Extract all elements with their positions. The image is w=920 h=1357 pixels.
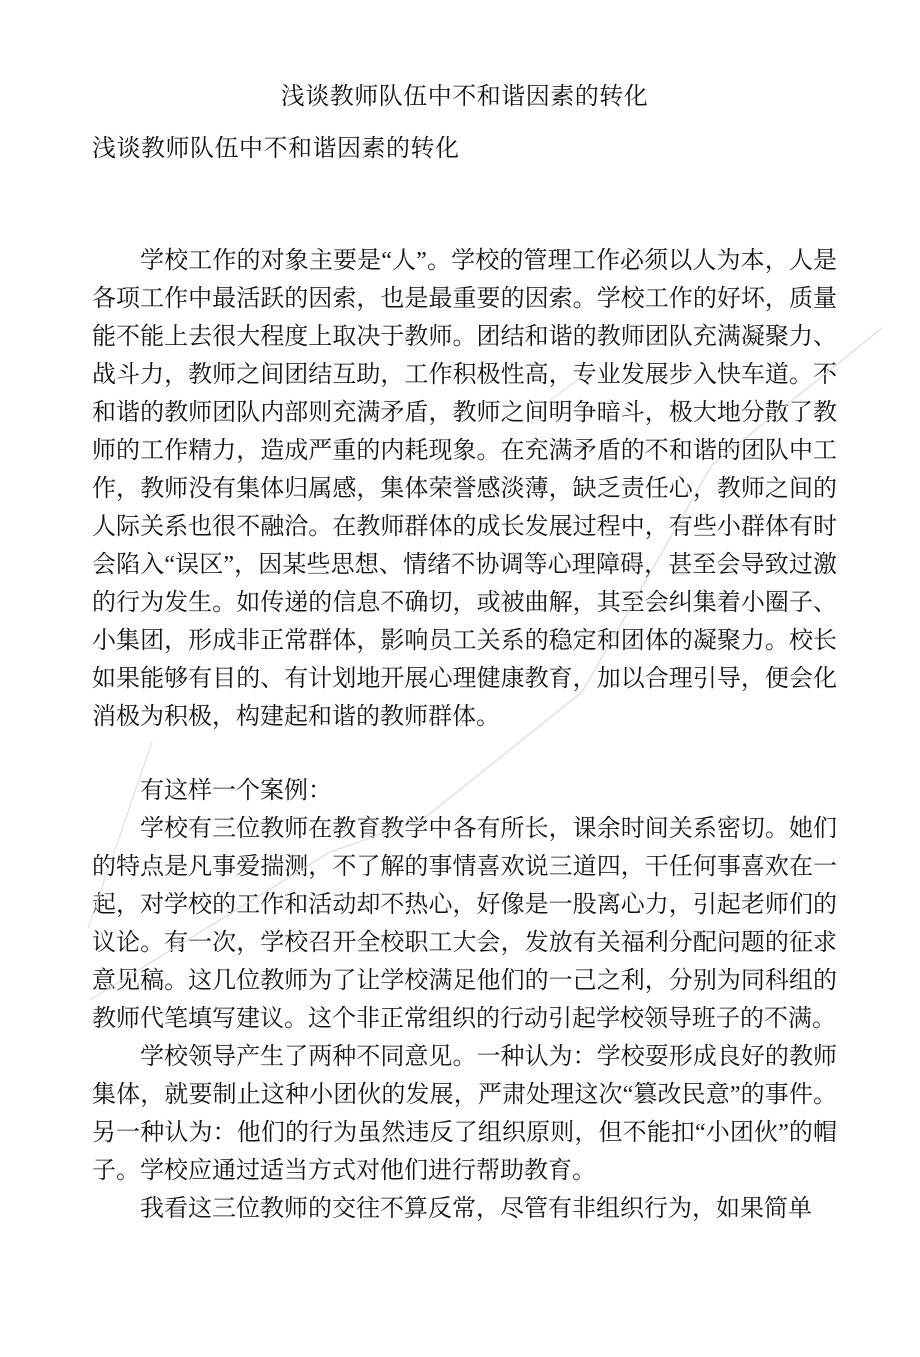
- paragraph-opinions: 学校领导产生了两种不同意见。一种认为：学校耍形成良好的教师集体，就要制止这种小团伙的发展，严肃处理这次“篡改民意”的事件。另一种认为：他们的行为虽然违反了组织原则，但不能扣“小团伙”的帽子。学校应通过适当方式对他们进行帮助教育。: [92, 1044, 837, 1184]
- paragraph-intro: 学校工作的对象主要是“人”。学校的管理工作必须以人为本，人是各项工作中最活跃的因索，也是最重要的因索。学校工作的好坏，质量能不能上去很大程度上取决于教师。团结和谐的教师团队充满凝聚力、战斗力，教师之间团结互助，工作积极性高，专业发展步入快车道。不和谐的教师团队内部则充满矛盾，教师之间明争暗斗，极大地分散了教师的工作精力，造成严重的内耗现象。在充满矛盾的不和谐的团队中工作，教师没有集体归属感，集体荣誉感淡薄，缺乏责任心，教师之间的人际关系也很不融洽。在教师群体的成长发展过程中，有些小群体有时会陷入“误区”，因某些思想、情绪不协调等心理障碍，甚至会导致过激的行为发生。如传递的信息不确切，或被曲解，其至会纠集着小圈子、小集团，形成非正常群体，影响员工关系的稳定和团体的凝聚力。校长如果能够有目的、有计划地开展心理健康教育，加以合理引导，便会化消极为积极，构建起和谐的教师群体。: [92, 248, 837, 730]
- document-heading: 浅谈教师队伍中不和谐因素的转化: [92, 136, 460, 162]
- document-title: 浅谈教师队伍中不和谐因素的转化: [280, 84, 649, 110]
- paragraph-author-view: 我看这三位教师的交往不算反常，尽管有非组织行为，如果简单: [140, 1196, 812, 1222]
- paragraph-case-body: 学校有三位教师在教育教学中各有所长，课余时间关系密切。她们的特点是凡事爱揣测，不了解的事情喜欢说三道四，干任何事喜欢在一起，对学校的工作和活动却不热心，好像是一股离心力，引起老师们的议论。有一次，学校召开全校职工大会，发放有关福利分配问题的征求意见稿。这几位教师为了让学校满足他们的一己之利，分别为同科组的教师代笔填写建议。这个非正常组织的行动引起学校领导班子的不满。: [92, 816, 837, 1032]
- paragraph-case-lead: 有这样一个案例：: [140, 778, 332, 804]
